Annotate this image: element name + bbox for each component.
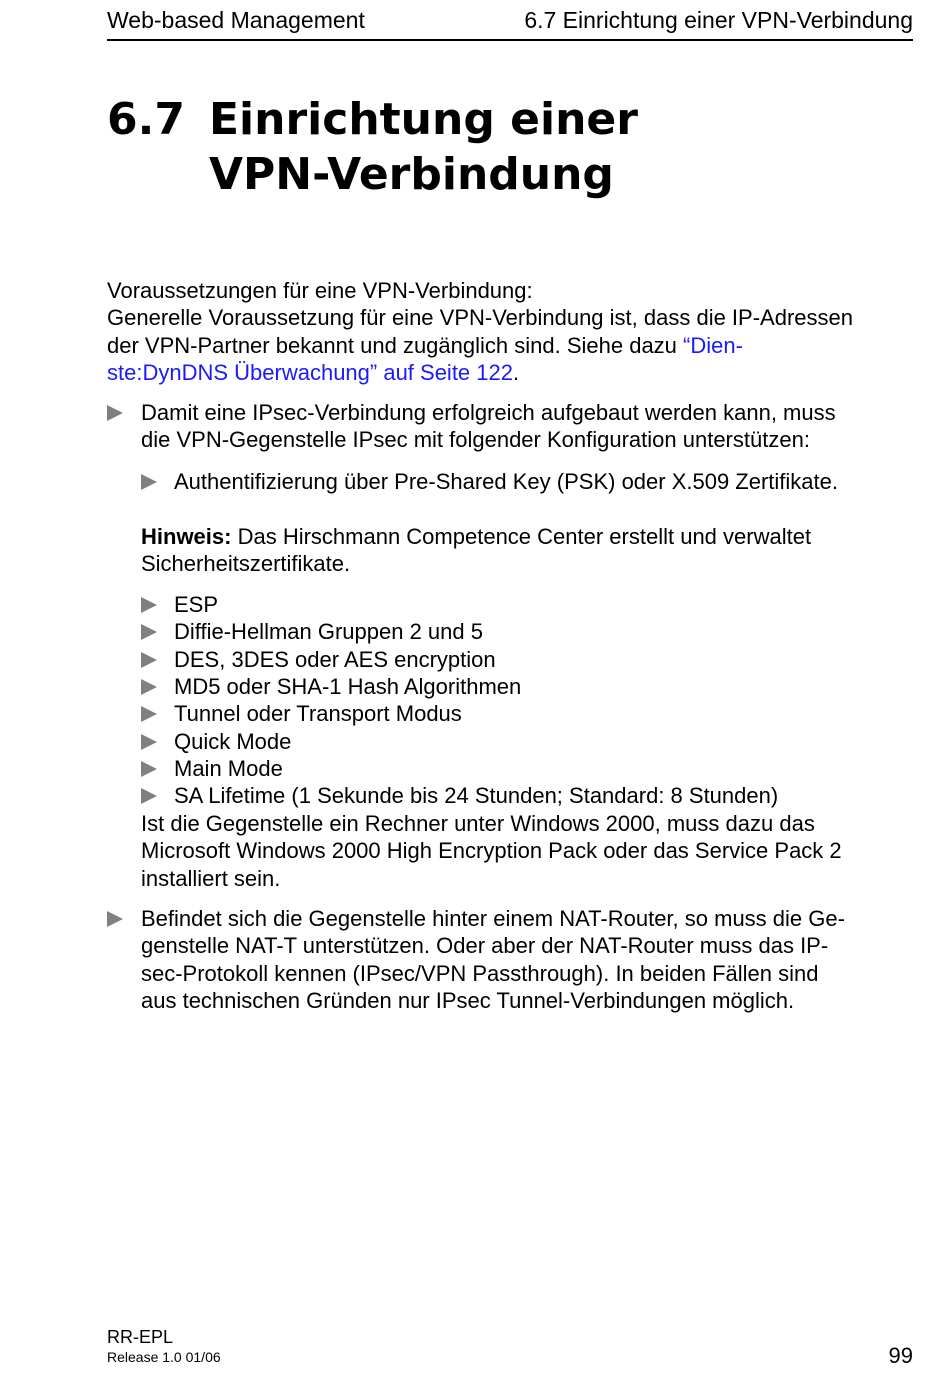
bullet-paragraph bbox=[141, 905, 845, 1014]
note-paragraph bbox=[141, 523, 811, 578]
bullet-line: sec-Protokoll kennen (IPsec/VPN Passthrough). In beiden Fällen sind bbox=[141, 960, 819, 986]
sub-bullet-item: MD5 oder SHA-1 Hash Algorithmen bbox=[174, 674, 522, 699]
sub-bullet-item: SA Lifetime (1 Sekunde bis 24 Stunden; Standard: 8 Stunden) bbox=[174, 783, 779, 808]
bullet-line: die VPN-Gegenstelle IPsec mit folgender Konfiguration unterstützen: bbox=[141, 427, 810, 453]
bullet-triangle-icon bbox=[107, 911, 123, 927]
bullet-paragraph bbox=[141, 399, 836, 454]
windows-paragraph bbox=[141, 810, 842, 892]
windows-line: Microsoft Windows 2000 High Encryption Pack oder das Service Pack 2 bbox=[141, 838, 842, 864]
bullet-triangle-icon bbox=[141, 624, 157, 640]
intro-paragraph bbox=[107, 277, 853, 386]
bullet-line: Befindet sich die Gegenstelle hinter einem NAT-Router, so muss die Ge- bbox=[141, 906, 845, 931]
bullet-triangle-icon bbox=[141, 474, 157, 490]
chapter-title bbox=[209, 92, 809, 202]
bullet-triangle-icon bbox=[141, 597, 157, 613]
bullet-triangle-icon bbox=[141, 679, 157, 695]
header-rule bbox=[107, 39, 913, 41]
windows-line: Ist die Gegenstelle ein Rechner unter Windows 2000, muss dazu das bbox=[141, 811, 815, 836]
windows-line: installiert sein. bbox=[141, 865, 281, 891]
cross-reference-link[interactable]: “Dien- bbox=[683, 332, 743, 358]
intro-line: Generelle Voraussetzung für eine VPN-Verbindung ist, dass die IP-Adressen bbox=[107, 305, 853, 331]
intro-text: . bbox=[513, 359, 520, 385]
note-line bbox=[141, 523, 811, 550]
note-text: Das Hirschmann Competence Center erstellt und verwaltet bbox=[231, 524, 812, 549]
bullet-triangle-icon bbox=[141, 788, 157, 804]
sub-bullet-item: Authentifizierung über Pre-Shared Key (PSK) oder X.509 Zertifikate. bbox=[174, 469, 839, 494]
chapter-number: 6.7 bbox=[107, 94, 185, 145]
page-number: 99 bbox=[888, 1343, 913, 1368]
bullet-triangle-icon bbox=[141, 706, 157, 722]
intro-text: der VPN-Partner bekannt und zugänglich sind. Siehe dazu bbox=[107, 332, 684, 358]
note-line: Sicherheitszertifikate. bbox=[141, 551, 351, 577]
sub-bullet-item: Quick Mode bbox=[174, 729, 292, 754]
sub-bullet-item: ESP bbox=[174, 592, 219, 617]
running-header-left: Web-based Management bbox=[107, 7, 365, 33]
sub-bullet-item: DES, 3DES oder AES encryption bbox=[174, 647, 496, 672]
cross-reference-link[interactable]: ste:DynDNS Überwachung” auf Seite 122 bbox=[107, 359, 513, 385]
bullet-triangle-icon bbox=[141, 761, 157, 777]
intro-line bbox=[107, 359, 853, 386]
bullet-triangle-icon bbox=[141, 734, 157, 750]
chapter-title-line-2: VPN-Verbindung bbox=[209, 149, 614, 200]
chapter-title-line-1: Einrichtung einer bbox=[209, 94, 638, 145]
intro-line bbox=[107, 332, 853, 359]
note-label: Hinweis: bbox=[141, 524, 232, 549]
footer-release: Release 1.0 01/06 bbox=[107, 1349, 221, 1365]
sub-bullet-item: Diffie-Hellman Gruppen 2 und 5 bbox=[174, 619, 483, 644]
sub-bullet-item: Main Mode bbox=[174, 756, 283, 781]
running-header-right: 6.7 Einrichtung einer VPN-Verbindung bbox=[524, 7, 913, 33]
bullet-line: aus technischen Gründen nur IPsec Tunnel-Verbindungen möglich. bbox=[141, 987, 795, 1013]
sub-bullet-item: Tunnel oder Transport Modus bbox=[174, 701, 462, 726]
bullet-line: Damit eine IPsec-Verbindung erfolgreich aufgebaut werden kann, muss bbox=[141, 400, 836, 425]
bullet-line: genstelle NAT-T unterstützen. Oder aber der NAT-Router muss das IP- bbox=[141, 933, 829, 959]
intro-line: Voraussetzungen für eine VPN-Verbindung: bbox=[107, 278, 533, 303]
footer-product: RR-EPL bbox=[107, 1327, 174, 1347]
bullet-triangle-icon bbox=[107, 405, 123, 421]
bullet-triangle-icon bbox=[141, 652, 157, 668]
